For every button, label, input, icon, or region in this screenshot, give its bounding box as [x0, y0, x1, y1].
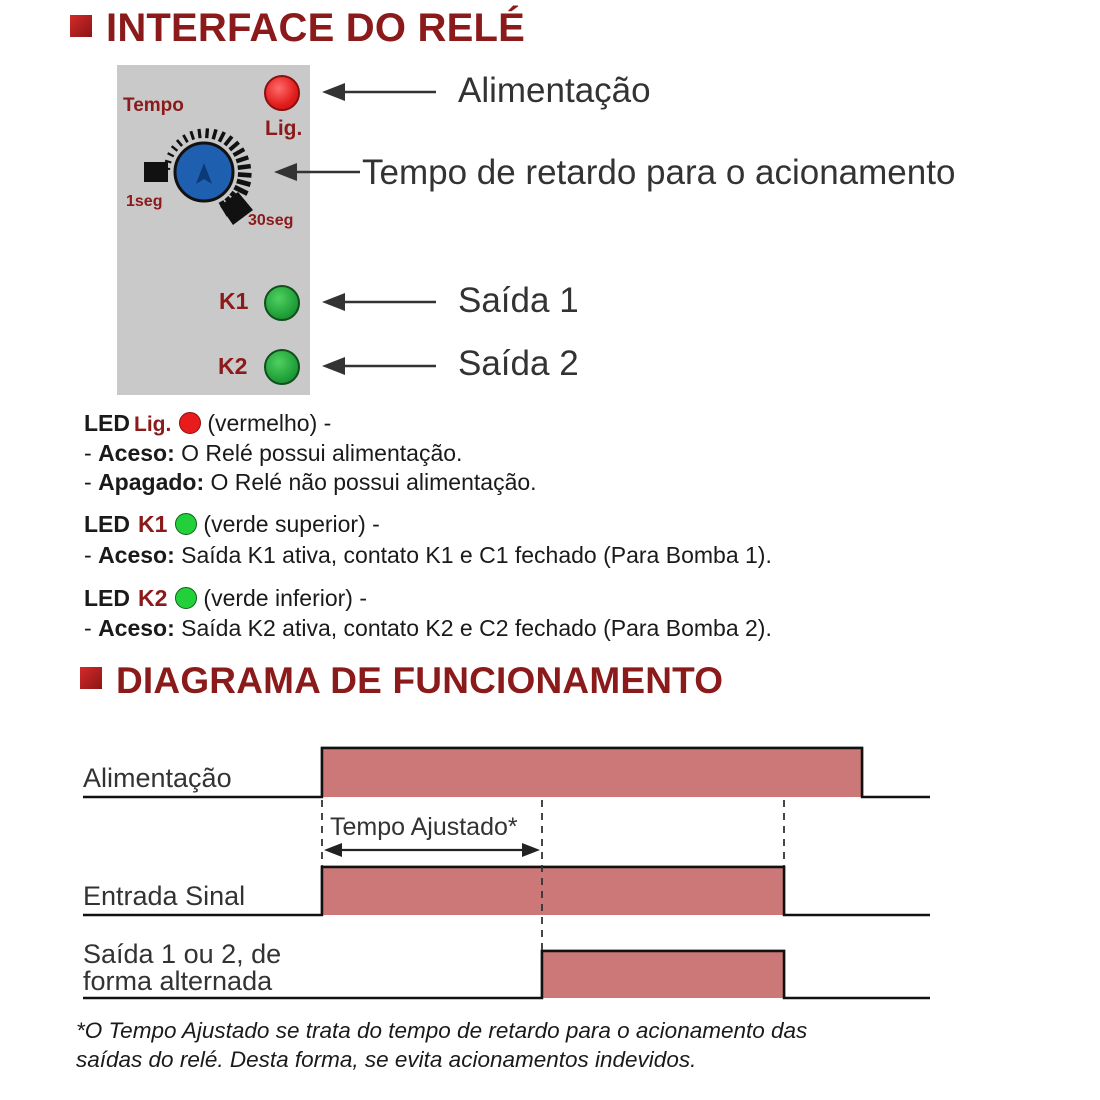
led-k2-title: LED K2 (verde inferior) - [84, 585, 368, 611]
row-label-output-line2: forma alternada [83, 966, 273, 996]
callout-delay: Tempo de retardo para o acionamento [362, 153, 956, 192]
diagram-heading: DIAGRAMA DE FUNCIONAMENTO [80, 660, 723, 702]
lig-label: Lig. [265, 117, 303, 140]
min-time-label: 1seg [126, 193, 163, 210]
row-label-power: Alimentação [83, 763, 232, 793]
signal-pulse [322, 867, 784, 915]
delay-label: Tempo Ajustado* [330, 813, 518, 841]
k1-label: K1 [219, 288, 249, 314]
led-k1-on: - Aceso: Saída K1 ativa, contato K1 e C1 fechado (Para Bomba 1). [84, 542, 772, 568]
led-k2-on: - Aceso: Saída K2 ativa, contato K2 e C2 fechado (Para Bomba 2). [84, 615, 772, 641]
tempo-label: Tempo [123, 95, 184, 116]
callout-output-1: Saída 1 [458, 281, 579, 320]
footnote-line1: *O Tempo Ajustado se trata do tempo de retardo para o acionamento das [76, 1018, 808, 1043]
k2-label: K2 [218, 353, 248, 379]
output-pulse [542, 951, 784, 998]
led-lig-title: LED Lig. (vermelho) - [84, 410, 332, 436]
led-lig-on: - Aceso: O Relé possui alimentação. [84, 440, 463, 466]
max-time-label: 30seg [248, 212, 294, 229]
callout-power: Alimentação [458, 71, 651, 110]
power-pulse [322, 748, 862, 797]
led-lig-off: - Apagado: O Relé não possui alimentação. [84, 469, 537, 495]
callout-output-2: Saída 2 [458, 344, 579, 383]
footnote-line2: saídas do relé. Desta forma, se evita acionamentos indevidos. [76, 1047, 697, 1072]
led-k1-title: LED K1 (verde superior) - [84, 511, 380, 537]
row-label-signal: Entrada Sinal [83, 881, 246, 911]
interface-heading: INTERFACE DO RELÉ [70, 6, 525, 51]
delay-span-arrow [324, 843, 540, 857]
row-label-output-line1: Saída 1 ou 2, de [83, 939, 282, 969]
